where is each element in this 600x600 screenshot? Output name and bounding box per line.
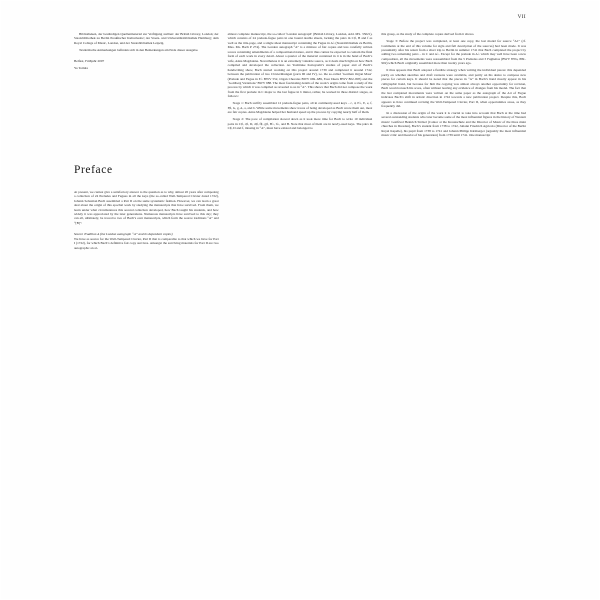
paragraph: We have as source for the Well-Tempered Clavier, Part II that is comparable to that which we have for Part I (1722), for which Bach’s definitive fair copy survives. Amongst the surviving materials for Part II are two autographs: an al-: [74, 236, 219, 250]
paragraph: In a discussion of the origin of the work it is crucial to take into account that Bach at the time had several outstanding students who later became some of the most influential figures in the history of Western music: Gottfried Heinrich Stölzel (Cantor at the Kreuzschule and the Director of Music of the three main churches in Dresden), Bach’s student from 1738 to 1742, Johann Friedrich Agricola (Director of the Berlin Royal Kapelle), his pupil from 1738 to 1741 and Johann Philipp Kirnberger (arguably the most influential music critic and theorist of his generation) from 1739 until 1741. One manuscript: [381, 111, 527, 138]
top-column-2: [228, 32, 373, 131]
paragraph: Bibliotheken, der beständigen Quellenmaterial zur Verfügung stellten: der British Library, London; der Staatsbibliothek zu Berlin Preußischer Kulturbesitz; der Staats- und Universitätsbibliothek Hamburg; dem Royal College of Music, London, und der Staatsbibliothek Leipzig.: [74, 32, 219, 45]
paragraph: this group, as the study of the complete copies derived from it shows.: [381, 32, 475, 36]
paragraph-signature: Yo Tomita: [74, 66, 88, 71]
top-columns-block: [74, 32, 526, 138]
paragraph: almost complete manuscript, the so-called ‘London autograph’ (British Library, London, Add. MS. 35021), which consists of 24 prelude-fugue pairs in one bound double sheets, lacking the pairs in C♯, B and f as well as the title-page, and a single sheet manuscript containing the Fugue in A♭ (Staatsbibliothek zu Berlin, Mus. Ms. Bach P 274). The London autograph “A” is a mixture of fair copies and less carefully written scores containing amendments of a compositional nature, and it thus cannot be expected to contain the final form of each work in every detail. About a quarter of the material contained in it is in the hand of Bach’s wife, Anna Magdalena. Nevertheless it is an extremely valuable source, as it deals much light on how Bach compiled and developed the collection. As Yoshitake Kobayashi’s studies of paper and of Bach’s handwriting show, Bach started working on this project around 1739 and completed it around 1742, between the publication of two Clavierübungen (parts III and IV), i.e. the so-called ‘German Organ Mass’ (Prelude and Fugue in E♭ BWV 552, Organ Chorales BWV 669–689, Four Duets BWV 802–805) and the ‘Goldberg Variations’ BWV 988. The most fascinating details of the work’s origin come from a study of the process by which it was compiled as revealed to us in “A”. This shows that Bach did not compose the work from the first prelude in C major to the last fugue in b minor, rather, he worked in three distinct stages, as follows:: [227, 32, 373, 99]
paragraph: Textkritische Anmerkungen befinden sich in den Bemerkungen am Ende dieser Ausgabe.: [79, 47, 199, 52]
top-column-3: [381, 32, 526, 138]
preface-columns: [74, 190, 526, 250]
top-column-1: [74, 32, 219, 71]
preface-column-1: [74, 190, 219, 250]
signature-block: [74, 59, 219, 71]
paragraph-place-date: Belfast, Frühjahr 2007: [74, 59, 105, 64]
paragraph: Stage 1: Bach swiftly assembled 12 prelude-fugue pairs, all in commonly-used keys – c, d, E♭, E, e, f, F♯, G, g, A, a, and b. While some movements show traces of being developed as Bach wrote them out, most are fair copies. Anna Magdalena helped her husband speed up the process by copying nearly half of them.: [227, 101, 373, 115]
top-columns: [74, 32, 526, 138]
paragraph: Stage 2: The pace of compilation slowed down as it took more time for Bach to write 10 individual pairs in C♯, c♯, D, d♯, f♯, g♯, B♭, b♭, and B. Note that most of them are in newly-used keys. The pairs in C♯, D and f, missing in “A”, must have existed and belonged to: [227, 117, 373, 131]
paragraph: Stage 3: Before the project was completed, at least one copy, the lost model for source “A1” (cf. Comments at the end of this volume for sigla and full description of the sources) had been made. It was presumably after his return from a short trip to Berlin in summer 1741 that Bach completed the project by adding two remaining pairs – in C and A♭. Except for the prelude in A♭ which may well have been a new composition, all the movements were reassembled from the 5 Preludes and 3 Fughettas (BWV 870a, 899–902) which Bach originally assembled more than twenty years ago.: [381, 39, 527, 66]
page-folio: VII: [517, 14, 526, 20]
section-title-source-tradition-a: Source Tradition A (the London autograph “A” and its dependent copies): [74, 232, 173, 237]
paragraph: At present, we cannot give a satisfactory answer to the question as to why, almost 20 years after composing a collection of 24 Preludes and Fugues in all the keys (the so-called Well-Tempered Clavier dated 1722), Johann Sebastian Bach assembled a Part II on the same systematic fashion. However, we can learn a great deal about the origin of this epochal work by studying the manuscripts that have survived. From them, we learn under what circumstances this second collection developed, how Bach taught his students, and how widely it was appreciated by the later generations. Numerous manuscripts have survived to this day; they can all, ultimately, be traced to two of Bach’s own manuscripts, which form the source traditions “A” and “[B]”.: [74, 189, 219, 225]
page-title: Preface: [74, 163, 113, 176]
paragraph: It thus appears that Bach adopted a flexible strategy when writing the individual pieces: this depended partly on whether sketches and draft versions were available, and partly on his desire to compose new pieces for certain keys. It should be noted that the pieces in “A” in Bach’s hand mostly appear in his calligraphic hand, but because for him the copying was almost always another opportunity for revision, Bach would retouch his score, often without leaving any evidence of changes from his model. The fact that the last completed movements were written on the same paper as the autograph of the Art of Fugue indicates Bach’s shift in artistic direction in 1742 towards a new publication project. Despite this, Bach appears to have continued revising the Well-Tempered Clavier, Part II, when opportunities arose, as they frequently did.: [381, 68, 527, 108]
